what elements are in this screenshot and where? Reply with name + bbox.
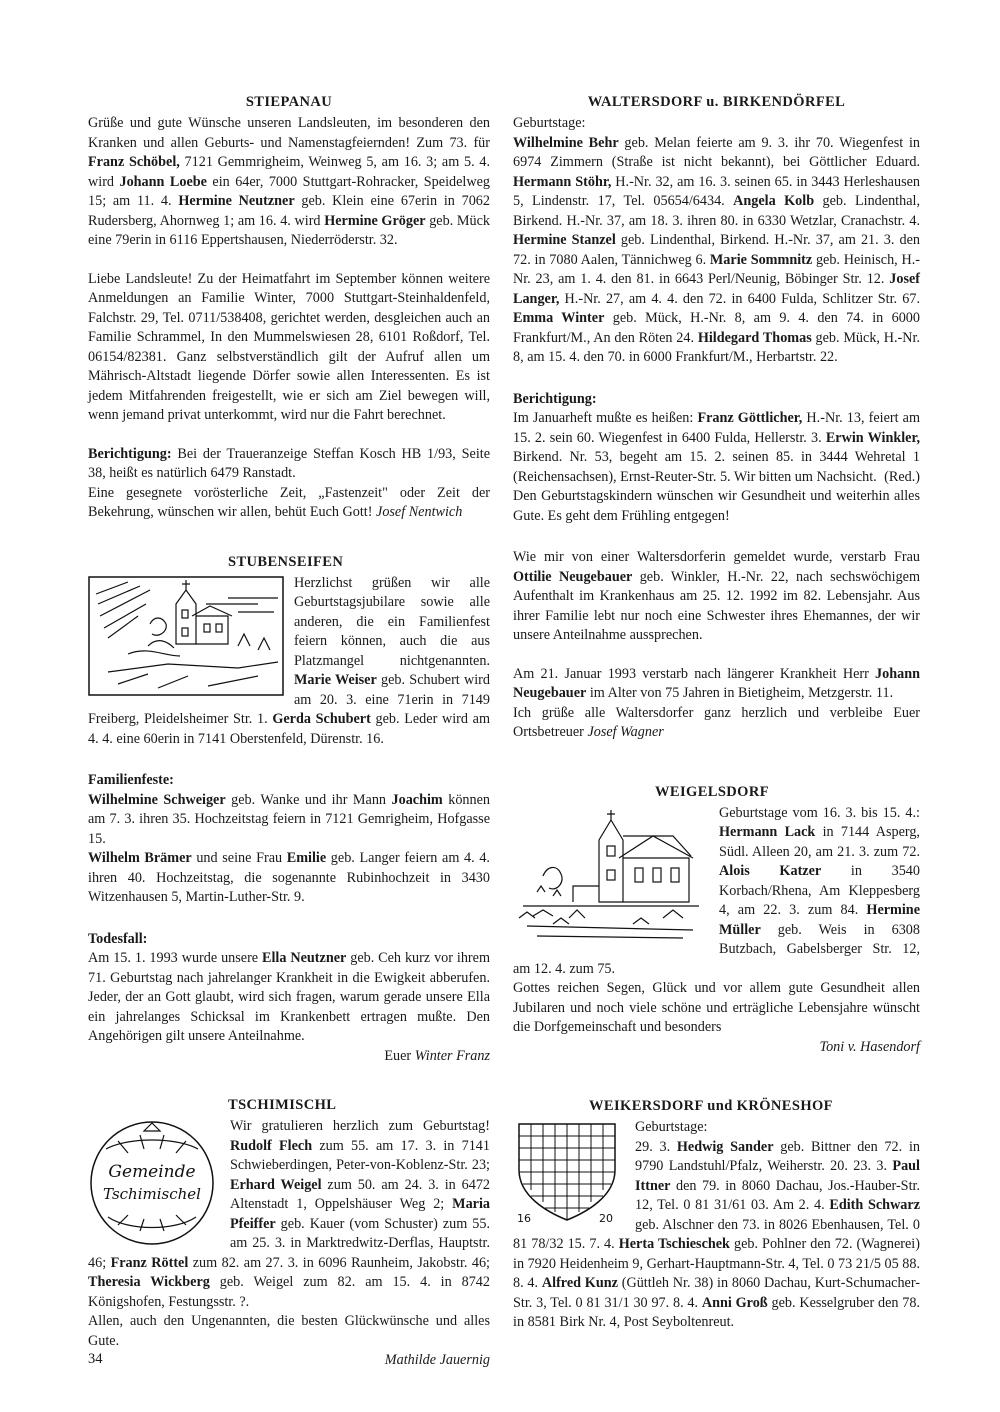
paragraph: 29. 3. Hedwig Sander geb. Bittner den 72. in 9790 Landstuhl/Pfalz, Weiherstr. 20. 23. 3. Paul Ittner den 79. in 8060 Dachau, Jos.-Hauber-Str. 12, Tel. 0 81 31/61 03. Am 2. 4. Edith Schwarz geb. Alschner den 73. in 8026 Ebenhausen, Tel. 0 81 78/32 15. 7. 4. Herta Tschieschek geb. Pohlner den 72. (Wagnerei) in 7920 Heidenheim 9, Gerhart-Hauptmann-Str. 4, Tel. 0 73 21/5 05 88. 8. 4. Alfred Kunz (Güttleh Nr. 38) in 8060 Dachau, Kurt-Schumacher-Str. 3, Tel. 0 81 31/1 30 97. 8. 4. Anni Groß geb. Kesselgruber den 78. in 8581 Birk Nr. 4, Post Seyboltenreut. bbox=[513, 1138, 921, 1330]
signature: Josef Nentwich bbox=[376, 504, 463, 520]
paragraph: Liebe Landsleute! Zu der Heimatfahrt im September können weitere Anmeldungen an Familie Winter, 7000 Stuttgart-Steinhaldenfeld, Falchstr. 29, Tel. 0711/538408, gerichtet werden, desgleichen auch an Familie Schrammel, In den Mummelswiesen 28, 6101 Roßdorf, Tel. 06154/82381. Ganz selbstverständlich gilt der Aufruf allen um Mährisch-Altstadt liegende Dörfer sowie allen Interessenten. Es ist jedem Mitfahrenden freigestellt, wie er sich am Ziel bewegen will, wenn jemand privat unterkommt, wird nur die Fahrt berechnet. bbox=[88, 270, 490, 423]
paragraph: Allen, auch den Ungenannten, die besten Glückwünsche und alles Gute. bbox=[88, 1313, 490, 1349]
paragraph: Am 21. Januar 1993 verstarb nach längerer Krankheit Herr Johann Neugebauer im Alter von 75 Jahren in Bietigheim, Metzgerstr. 11. bbox=[513, 665, 920, 701]
shield-year-right: 20 bbox=[599, 1212, 613, 1224]
church-drawing-image bbox=[88, 576, 284, 696]
left-column bbox=[88, 93, 490, 1371]
signature: Toni v. Hasendorf bbox=[819, 1038, 920, 1055]
section-title: STIEPANAU bbox=[245, 94, 333, 110]
municipal-seal-image bbox=[88, 1119, 216, 1247]
paragraph: Im Januarheft mußte es heißen: Franz Göttlicher, H.-Nr. 13, feiert am 15. 2. sein 60. Wiegenfest in 6400 Fulda, Hellerstr. 3. Erwin Winkler, Birkend. Nr. 53, begeht am 15. 2. seinen 85. in 3444 Wehretal 1 (Reichensachsen), Ernst-Reuter-Str. 5. Wir bitten um Nachsicht. (Red.) bbox=[513, 410, 921, 485]
subheading: Berichtigung: bbox=[513, 390, 597, 407]
section-title: WALTERSDORF u. BIRKENDÖRFEL bbox=[587, 94, 846, 110]
paragraph: Wie mir von einer Waltersdorferin gemeldet wurde, verstarb Frau Ottilie Neugebauer geb. Winkler, H.-Nr. 22, nach sechswöchigem Aufenthalt im Krankenhaus am 25. 12. 1992 im 82. Lebensjahr. Aus ihrer Familie lebt nur noch eine Schwester ihres Ehemannes, der wir unsere Anteilnahme aussprechen. bbox=[513, 549, 921, 643]
seal-text-line1: Gemeinde bbox=[108, 1162, 196, 1182]
paragraph: Am 15. 1. 1993 wurde unsere Ella Neutzner geb. Ceh kurz vor ihrem 71. Geburtstag nach jahrelanger Krankheit in die Ewigkeit abberufen. Jeder, der an Gott glaubt, wird sich fragen, warum gerade unsere Ella ein jahrelanges Schicksal im Krankenbett ertragen mußte. Den Angehörigen gilt unsere Anteilnahme. bbox=[88, 950, 490, 1044]
signature: Josef Wagner bbox=[587, 724, 664, 740]
section-weigelsdorf bbox=[513, 783, 920, 1058]
section-waltersdorf bbox=[513, 93, 920, 743]
seal-text-line2: Tschimischel bbox=[103, 1185, 201, 1203]
section-weikersdorf bbox=[513, 1097, 920, 1333]
paragraph: Wir gratulieren herzlich zum Geburtstag! Rudolf Flech zum 55. am 17. 3. in 7141 Schwieberdingen, Peter-von-Koblenz-Str. 23; Erhard Weigel zum 50. am 24. 3. in 6472 Altenstadt 1, Oppelshäuser Weg 2; Maria Pfeiffer geb. Kauer (vom Schuster) zum 55. am 25. 3. in Marktredwitz-Derflas, Hauptstr. 46; Franz Röttel zum 82. am 27. 3. in 6096 Raunheim, Jakobstr. 46; Theresia Wickberg geb. Weigel zum 82. am 15. 4. in 8742 Königshofen, Festungsstr. ?. bbox=[88, 1118, 491, 1310]
paragraph: Wilhelmine Schweiger geb. Wanke und ihr Mann Joachim können am 7. 3. ihren 35. Hochzeitstag feiern in 7121 Gemrigheim, Hofgasse 15. bbox=[88, 791, 490, 847]
paragraph: Herzlichst grüßen wir alle Geburtstagsjubilare sowie alle anderen, die ein Familienfest feiern können, auch die aus Platzmangel nichtgenannten. Marie Weiser geb. Schubert wird am 20. 3. eine 71erin in 7149 Freiberg, Pleidelsheimer Str. 1. Gerda Schubert geb. Leder wird am 4. 4. eine 60erin in 7141 Oberstenfeld, Dürenstr. 16. bbox=[88, 574, 490, 747]
paragraph: Geburtstage vom 16. 3. bis 15. 4.: Hermann Lack in 7144 Asperg, Südl. Alleen 20, am 21. 3. zum 72. Alois Katzer in 3540 Korbach/Rhena, Am Kleppesberg 4, am 22. 3. zum 84. Hermine Müller geb. Weis in 6308 Butzbach, Gabelsberger Str. 12, am 12. 4. zum 75. bbox=[513, 804, 920, 977]
paragraph: Geburtstage: bbox=[513, 115, 586, 131]
section-title: STUBENSEIFEN bbox=[228, 553, 344, 570]
signature: Mathilde Jauernig bbox=[384, 1352, 490, 1368]
paragraph: Gottes reichen Segen, Glück und vor allem gute Gesundheit allen Jubilaren und noch viele schöne und erträgliche Lebensjahre wünscht die Dorfgemeinschaft und besonders bbox=[513, 980, 920, 1035]
section-tschimischl bbox=[88, 1096, 490, 1371]
coat-of-arms-image bbox=[513, 1120, 621, 1224]
section-title: WEIGELSDORF bbox=[655, 783, 769, 800]
paragraph: Ich grüße alle Waltersdorfer ganz herzlich und verbleibe Euer Ortsbetreuer Josef Wagner bbox=[513, 704, 920, 740]
paragraph: Geburtstage: bbox=[635, 1119, 708, 1135]
church-drawing-image bbox=[513, 806, 705, 944]
section-title: TSCHIMISCHL bbox=[228, 1097, 337, 1113]
subheading: Todesfall: bbox=[88, 930, 148, 947]
paragraph: Grüße und gute Wünsche unseren Landsleuten, im besonderen den Kranken und allen Geburts- und Namenstagfeiernden! Zum 73. für Franz Schöbel, 7121 Gemmrigheim, Weinweg 5, am 16. 3; am 5. 4. wird Johann Loebe ein 64er, 7000 Stuttgart-Rohracker, Speidelweg 15; am 11. 4. Hermine Neutzner geb. Klein eine 67erin in 7062 Rudersberg, Ahornweg 1; am 16. 4. wird Hermine Gröger geb. Mück eine 79erin in 6116 Eppertshausen, Niederröderstr. 32. bbox=[88, 115, 490, 248]
signature: Euer Winter Franz bbox=[384, 1047, 490, 1064]
paragraph: Wilhelmine Behr geb. Melan feierte am 9. 3. ihr 70. Wiegenfest in 6974 Zimmern (Straße ist nicht bekannt), bei Göttlicher Eduard. Hermann Stöhr, H.-Nr. 32, am 16. 3. seinen 65. in 3443 Herleshausen 5, Lindenstr. 17, Tel. 05654/6434. Angela Kolb geb. Lindenthal, Birkend. H.-Nr. 37, am 18. 3. ihren 80. in 6330 Wetzlar, Cranachstr. 4. Hermine Stanzel geb. Lindenthal, Birkend. H.-Nr. 37, am 21. 3. den 72. in 7080 Aalen, Tännichweg 6. Marie Sommnitz geb. Heinisch, H.-Nr. 23, am 1. 4. den 81. in 6643 Perl/Neunig, Böbinger Str. 12. Josef Langer, H.-Nr. 27, am 4. 4. den 72. in 6400 Fulda, Schlitzer Str. 67. Emma Winter geb. Mück, H.-Nr. 8, am 9. 4. den 74. in 6000 Frankfurt/M., An den Röten 24. Hildegard Thomas geb. Mück, H.-Nr. 8, am 15. 4. den 70. in 6000 Frankfurt/M., Herbartstr. 22. bbox=[513, 134, 921, 365]
paragraph: Berichtigung: Bei der Traueranzeige Steffan Kosch HB 1/93, Seite 38, heißt es natürlich 6479 Ranstadt. bbox=[88, 445, 490, 481]
section-title: WEIKERSDORF und KRÖNESHOF bbox=[589, 1098, 833, 1114]
shield-year-left: 16 bbox=[517, 1212, 531, 1224]
subheading: Familienfeste: bbox=[88, 772, 174, 788]
right-column bbox=[513, 93, 920, 1333]
paragraph: Eine gesegnete vorösterliche Zeit, „Fastenzeit" oder Zeit der Bekehrung, wünschen wir allen, behüt Euch Gott! Josef Nentwich bbox=[88, 484, 490, 520]
paragraph: Wilhelm Brämer und seine Frau Emilie geb. Langer feiern am 4. 4. ihren 40. Hochzeitstag, die sogenannte Rubinhochzeit in 3430 Witzenhausen 5, Martin-Luther-Str. 9. bbox=[88, 850, 490, 905]
page-number: 34 bbox=[88, 1351, 103, 1367]
paragraph: Den Geburtstagskindern wünschen wir Gesundheit und weiterhin alles Gute. Es geht dem Frühling entgegen! bbox=[513, 488, 920, 524]
section-stiepanau bbox=[88, 93, 490, 523]
section-stubenseifen bbox=[88, 553, 490, 1067]
